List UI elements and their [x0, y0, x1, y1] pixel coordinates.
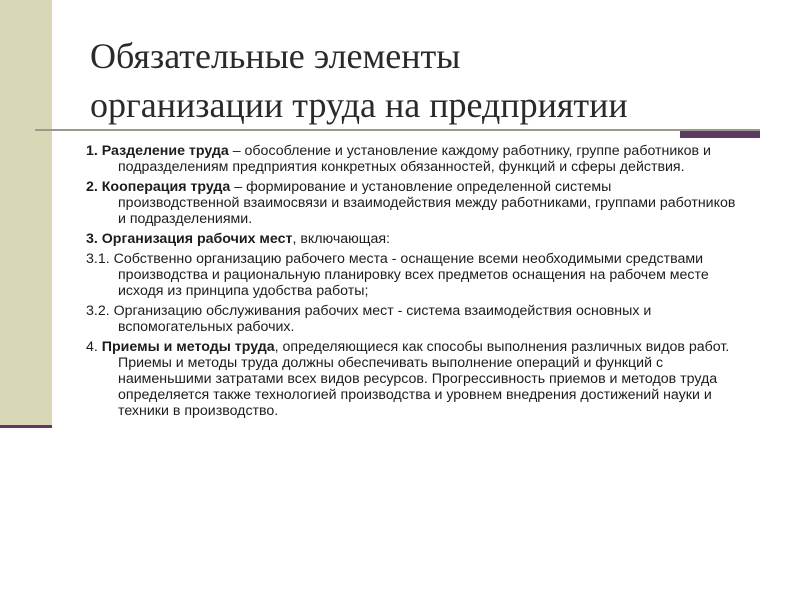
title-divider: [35, 129, 760, 131]
paragraph-lead: 2. Кооперация труда: [86, 179, 231, 195]
paragraph-workplace-organization: [86, 231, 736, 247]
paragraph-workplace-equipment: [86, 251, 736, 299]
slide-title: [90, 32, 790, 130]
slide-title-line-2: организации труда на предприятии: [90, 85, 628, 125]
paragraph-text: , определяющиеся как способы выполнения различных видов работ. Приемы и методы труда должны обеспечивать выполнение операций и функций с наименьшими затратами всех видов ресурсов. Прогрессивность приемов и методов труда определяется также технологией производства и уровнем внедрения достижений науки и техники в производство.: [118, 339, 730, 419]
paragraph-text: – формирование и установление определенной системы производственной взаимосвязи и взаимодействия между работниками, группами работников и подразделениями.: [118, 179, 736, 227]
paragraph-text: , включающая:: [292, 231, 390, 247]
paragraph-labor-cooperation: [86, 179, 736, 227]
paragraph-division-of-labor: [86, 143, 736, 175]
paragraph-lead: 1. Разделение труда: [86, 143, 229, 159]
decorative-side-bar-underline: [0, 425, 52, 428]
slide-title-line-1: Обязательные элементы: [90, 36, 461, 76]
decorative-side-bar: [0, 0, 52, 425]
paragraph-text: 3.1. Собственно организацию рабочего места - оснащение всеми необходимыми средствами производства и рациональную планировку всех предметов оснащения на рабочем месте исходя из принципа удобства работы;: [86, 251, 709, 299]
paragraph-prefix: 4.: [86, 339, 102, 355]
paragraph-text: – обособление и установление каждому работнику, группе работников и подразделениям предприятия конкретных обязанностей, функций и сферы действия.: [118, 143, 711, 175]
title-divider-accent: [680, 131, 760, 138]
slide-body: [86, 143, 736, 423]
paragraph-lead: 3. Организация рабочих мест: [86, 231, 293, 247]
paragraph-text: 3.2. Организацию обслуживания рабочих мест - система взаимодействия основных и вспомогательных рабочих.: [86, 303, 652, 335]
paragraph-labor-methods: [86, 339, 736, 419]
paragraph-lead: Приемы и методы труда: [101, 339, 275, 355]
paragraph-workplace-service: [86, 303, 736, 335]
